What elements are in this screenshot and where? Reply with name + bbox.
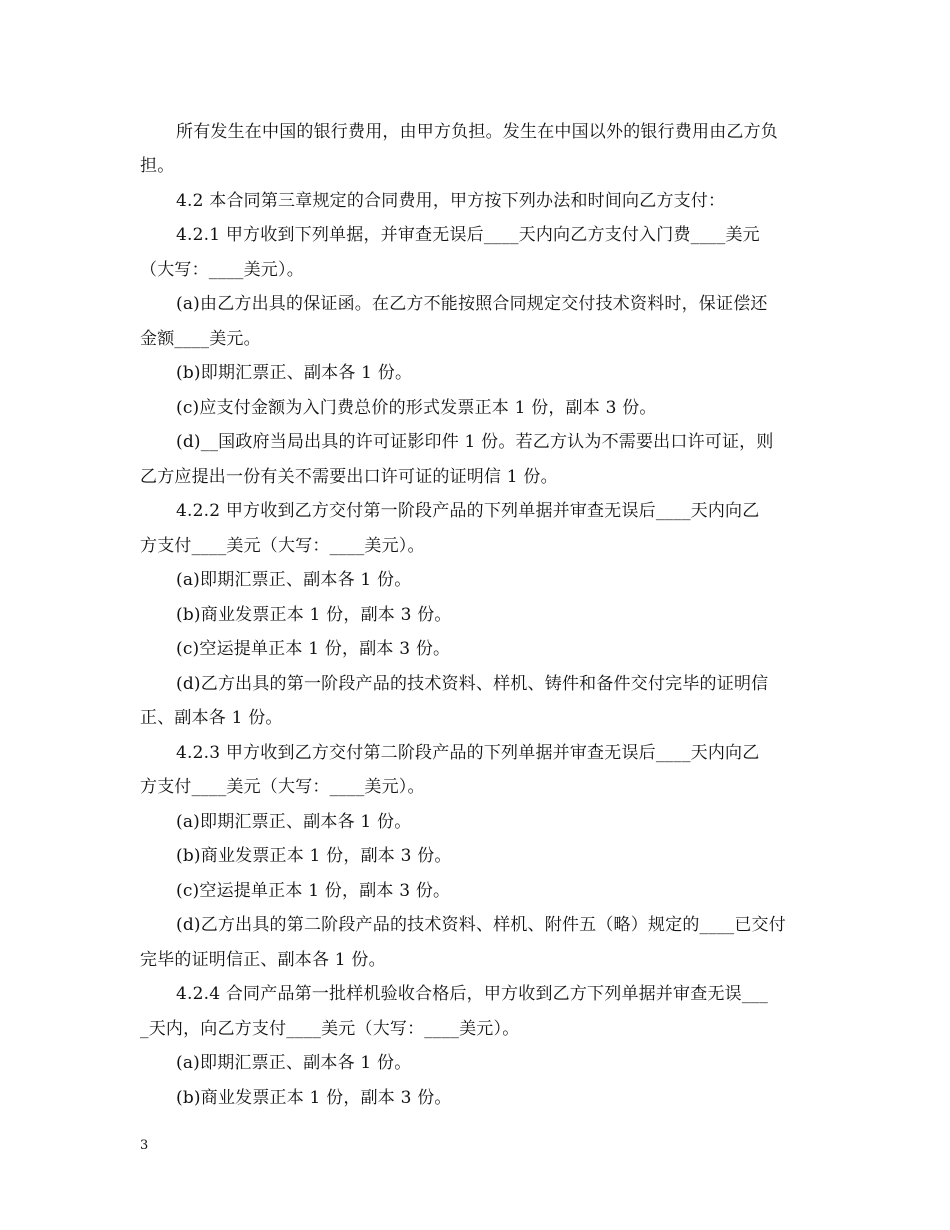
paragraph-line: (b)商业发票正本 1 份，副本 3 份。 (176, 1088, 452, 1108)
paragraph-line: (a)由乙方出具的保证函。在乙方不能按照合同规定交付技术资料时，保证偿还 (176, 294, 768, 314)
paragraph-line: (b)商业发票正本 1 份，副本 3 份。 (176, 605, 452, 625)
paragraph-line: 担。 (140, 156, 175, 176)
paragraph-line: (c)空运提单正本 1 份，副本 3 份。 (176, 639, 451, 659)
paragraph-line: 所有发生在中国的银行费用，由甲方负担。发生在中国以外的银行费用由乙方负 (176, 122, 778, 142)
paragraph-line: (b)商业发票正本 1 份，副本 3 份。 (176, 846, 452, 866)
paragraph-line: (d)乙方出具的第一阶段产品的技术资料、样机、铸件和备件交付完毕的证明信 (176, 674, 769, 694)
paragraph-line: (b)即期汇票正、副本各 1 份。 (176, 363, 413, 383)
paragraph-line: 完毕的证明信正、副本各 1 份。 (140, 950, 386, 970)
page-number: 3 (140, 1138, 149, 1153)
paragraph-line: 4.2.3 甲方收到乙方交付第二阶段产品的下列单据并审查无误后____天内向乙 (176, 743, 760, 763)
paragraph-line: 方支付____美元（大写：____美元）。 (140, 536, 425, 556)
paragraph-line: (d)乙方出具的第二阶段产品的技术资料、样机、附件五（略）规定的____已交付 (176, 915, 786, 935)
paragraph-line: （大写：____美元）。 (140, 260, 304, 280)
paragraph-line: (c)应支付金额为入门费总价的形式发票正本 1 份，副本 3 份。 (176, 398, 657, 418)
paragraph-line: 4.2 本合同第三章规定的合同费用，甲方按下列办法和时间向乙方支付： (176, 191, 726, 211)
paragraph-line: (a)即期汇票正、副本各 1 份。 (176, 570, 412, 590)
paragraph-line: 正、副本各 1 份。 (140, 708, 283, 728)
paragraph-line: 4.2.2 甲方收到乙方交付第一阶段产品的下列单据并审查无误后____天内向乙 (176, 501, 760, 521)
paragraph-line: (c)空运提单正本 1 份，副本 3 份。 (176, 881, 451, 901)
paragraph-line: 4.2.4 合同产品第一批样机验收合格后，甲方收到乙方下列单据并审查无误___ (176, 984, 768, 1004)
paragraph-line: 4.2.1 甲方收到下列单据，并审查无误后____天内向乙方支付入门费____美元 (176, 225, 760, 245)
paragraph-line: 金额____美元。 (140, 329, 261, 349)
paragraph-line: 方支付____美元（大写：____美元）。 (140, 777, 425, 797)
paragraph-line: 乙方应提出一份有关不需要出口许可证的证明信 1 份。 (140, 467, 558, 487)
paragraph-line: (a)即期汇票正、副本各 1 份。 (176, 1053, 412, 1073)
paragraph-line: (a)即期汇票正、副本各 1 份。 (176, 812, 412, 832)
paragraph-line: (d)__国政府当局出具的许可证影印件 1 份。若乙方认为不需要出口许可证，则 (176, 432, 774, 452)
paragraph-line: _天内，向乙方支付____美元（大写：____美元）。 (140, 1019, 520, 1039)
